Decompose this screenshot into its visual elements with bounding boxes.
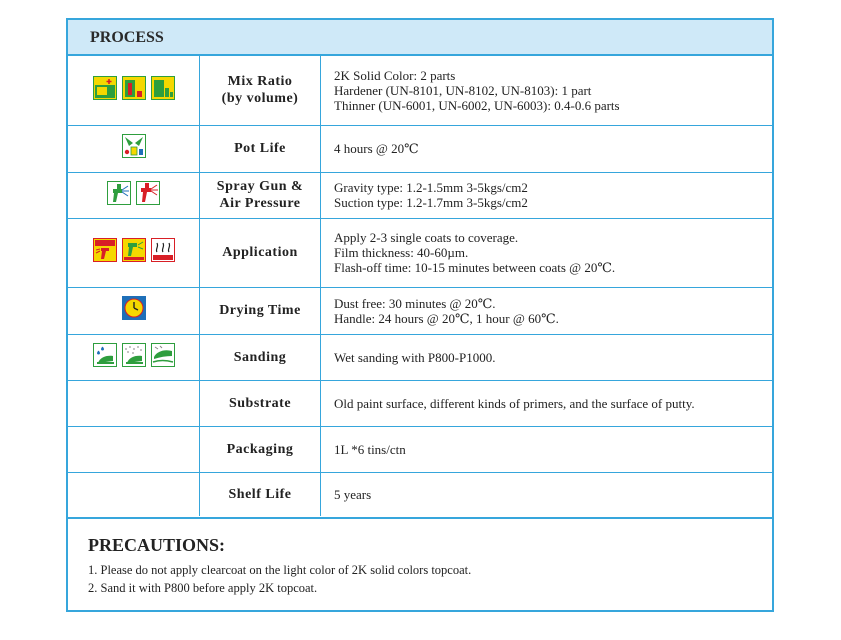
icon-cell [68,472,200,516]
row-label [200,125,321,172]
icon-cell [68,218,200,287]
film-thickness-icon [122,238,146,262]
process-table [68,56,772,516]
precaution-item: 1. Please do not apply clearcoat on the light color of 2K solid colors topcoat. [88,563,472,577]
row-label [200,56,321,125]
value-line: Wet sanding with P800-P1000. [334,349,496,365]
thinner-can-icon [151,76,175,100]
value-line: 5 years [334,486,372,502]
row-value [321,218,773,287]
spray-application-icon [93,238,117,262]
row-packaging [68,426,772,472]
spray-gun-icon [107,181,131,205]
label-line: Application [222,245,298,260]
icon-cell [68,334,200,380]
icon-cell [68,172,200,218]
value-line: Dust free: 30 minutes @ 20℃. [334,295,496,311]
label-line: Sanding [233,349,287,365]
label-line: Air Pressure [219,196,301,211]
row-value [321,172,773,218]
label-line: Substrate [228,395,292,411]
icon-cell [68,380,200,426]
clock-icon [122,296,146,320]
row-spray-gun [68,172,772,218]
value-line: Thinner (UN-6001, UN-6002, UN-6003): 0.4-0.6 parts [334,97,620,113]
row-value [321,334,773,380]
value-line: Handle: 24 hours @ 20℃, 1 hour @ 60℃. [334,310,559,326]
value-line: Suction type: 1.2-1.7mm 3-5kgs/cm2 [334,195,528,210]
row-drying-time [68,287,772,334]
row-value [321,472,773,516]
hardener-can-icon [122,76,146,100]
row-value [321,56,773,125]
row-pot-life [68,125,772,172]
value-line: Film thickness: 40-60µm. [334,245,469,260]
precautions-title: PRECAUTIONS: [88,535,226,555]
row-label [200,218,321,287]
row-label [200,287,321,334]
label-line: Shelf Life [228,486,292,502]
label-line: Pot Life [234,141,286,156]
process-header [68,20,772,56]
value-line: 4 hours @ 20℃ [334,141,419,156]
value-line: Old paint surface, different kinds of primers, and the surface of putty. [334,395,695,411]
label-line: Drying Time [219,303,301,318]
row-sanding [68,334,772,380]
dry-sanding-icon [122,343,146,367]
row-value [321,426,773,472]
precaution-item: 2. Sand it with P800 before apply 2K topcoat. [88,581,318,595]
pressure-spray-gun-icon [136,181,160,205]
value-line: Gravity type: 1.2-1.5mm 3-5kgs/cm2 [334,180,528,195]
icon-cell [68,125,200,172]
label-line: Packaging [226,441,294,457]
label-line: (by volume) [221,91,299,107]
row-application [68,218,772,287]
row-substrate [68,380,772,426]
row-label [200,472,321,516]
row-label [200,334,321,380]
row-label [200,426,321,472]
icon-cell [68,287,200,334]
value-line: Apply 2-3 single coats to coverage. [334,230,519,245]
hand-sanding-icon [151,343,175,367]
row-label [200,172,321,218]
label-line: Spray Gun & [216,179,304,194]
row-value [321,380,773,426]
flash-off-icon [151,238,175,262]
value-line: 1L *6 tins/ctn [334,441,406,457]
pot-life-icon [122,134,146,158]
value-line: Hardener (UN-8101, UN-8102, UN-8103): 1 part [334,82,592,98]
row-label [200,380,321,426]
process-title: PROCESS [90,29,164,46]
wet-sanding-icon [93,343,117,367]
icon-cell [68,426,200,472]
value-line: 2K Solid Color: 2 parts [334,67,456,83]
precautions-section [68,517,772,612]
row-mix-ratio [68,56,772,125]
paint-can-plus-icon [93,76,117,100]
label-line: Mix Ratio [227,74,293,90]
process-sheet [66,18,774,612]
icon-cell [68,56,200,125]
row-value [321,125,773,172]
row-value [321,287,773,334]
row-shelf-life [68,472,772,516]
value-line: Flash-off time: 10-15 minutes between coats @ 20℃. [334,260,616,275]
